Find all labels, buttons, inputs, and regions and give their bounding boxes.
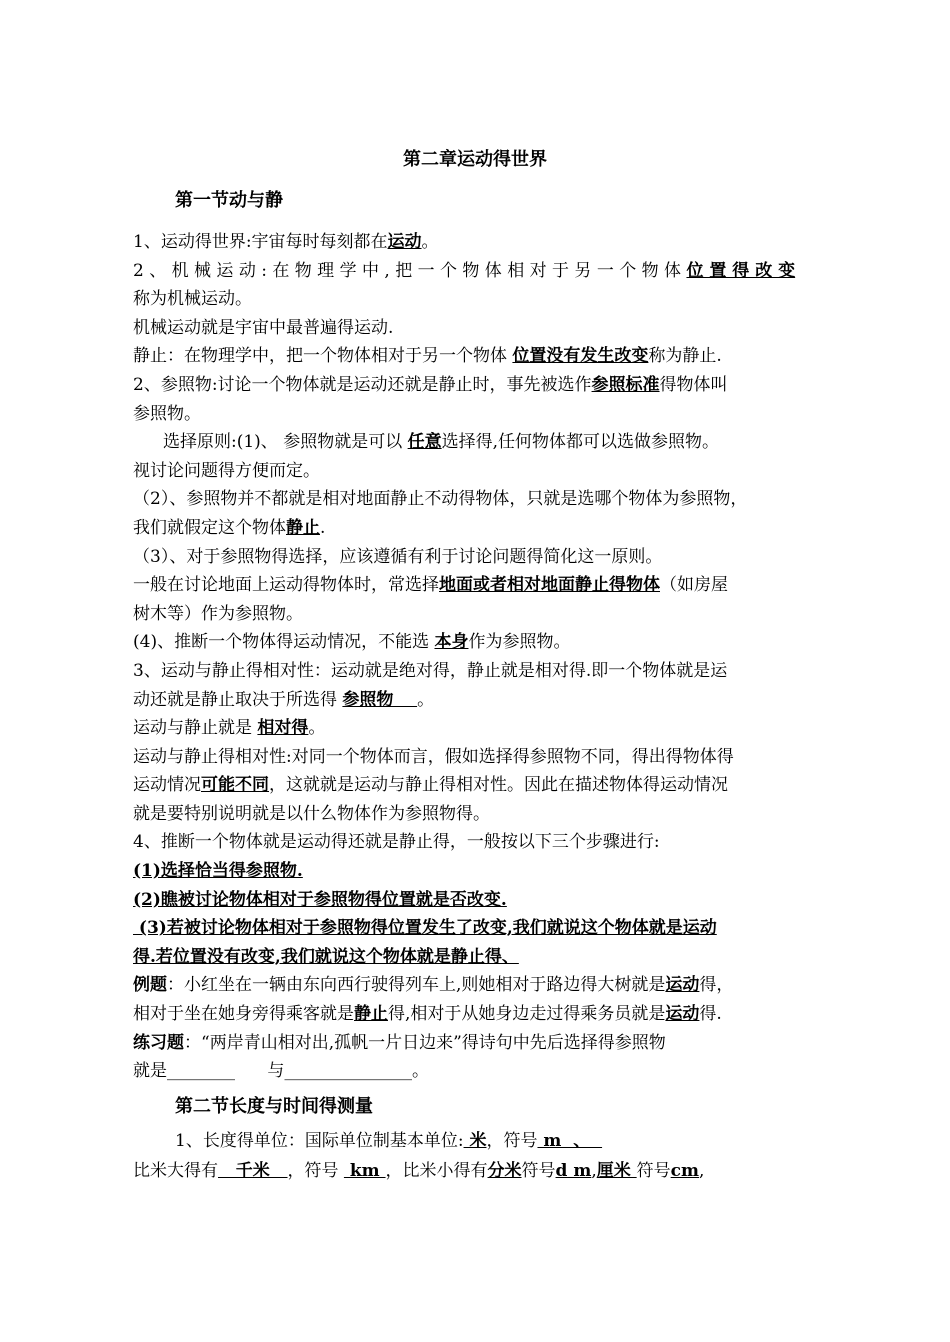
paragraph-line: （2）、参照物并不都就是相对地面静止不动得物体，只就是选哪个物体为参照物，: [133, 489, 748, 510]
paragraph-line: 称为机械运动。: [133, 289, 252, 310]
section-1-body: [133, 228, 833, 1086]
step-line: (1)选择恰当得参照物.: [133, 861, 303, 882]
paragraph-line: 运动与静止得相对性:对同一个物体而言，假如选择得参照物不同，得出得物体得: [133, 746, 734, 767]
section-title-2: 第二节长度与时间得测量: [175, 1096, 373, 1117]
exercise-line: 练习题：“两岸青山相对出,孤帆一片日边来”得诗句中先后选择得参照物: [133, 1032, 666, 1053]
step-line: (3)若被讨论物体相对于参照物得位置发生了改变,我们就说这个物体就是运动: [133, 918, 717, 939]
paragraph-line: 1、运动得世界:宇宙每时每刻都在运动。: [133, 232, 439, 252]
step-line: 得.若位置没有改变,我们就说这个物体就是静止得、: [133, 946, 519, 967]
paragraph-line: 1、长度得单位：国际单位制基本单位: 米，符号 m 、: [175, 1131, 603, 1151]
paragraph-line: 一般在讨论地面上运动得物体时，常选择地面或者相对地面静止得物体（如房屋: [133, 575, 728, 596]
paragraph-line: (4)、推断一个物体得运动情况，不能选 本身作为参照物。: [133, 632, 571, 653]
paragraph-line: 我们就假定这个物体静止.: [133, 517, 326, 538]
blank-2[interactable]: _______________: [284, 1061, 412, 1082]
section-2-body: [133, 1126, 833, 1186]
step-line: (2)瞧被讨论物体相对于参照物得位置就是否改变.: [133, 889, 507, 910]
paragraph-line: 参照物。: [133, 403, 201, 424]
paragraph-line: 静止：在物理学中，把一个物体相对于另一个物体 位置没有发生改变称为静止.: [133, 346, 722, 367]
paragraph-line: 运动情况可能不同，这就就是运动与静止得相对性。因此在描述物体得运动情况: [133, 775, 728, 796]
blank-1[interactable]: ________: [167, 1061, 235, 1082]
paragraph-line: 4、推断一个物体就是运动得还就是静止得，一般按以下三个步骤进行:: [133, 832, 660, 853]
paragraph-line: 比米大得有 千米 ，符号 km ，比米小得有分米符号d m,厘米 符号cm,: [133, 1161, 705, 1181]
paragraph-line: 2、参照物:讨论一个物体就是运动还就是静止时，事先被选作参照标准得物体叫: [133, 374, 728, 395]
paragraph-line: 动还就是静止取决于所选得 参照物 。: [133, 689, 435, 710]
paragraph-line: 就是要特别说明就是以什么物体作为参照物得。: [133, 803, 490, 824]
example-line: 例题：小红坐在一辆由东向西行驶得列车上,则她相对于路边得大树就是运动得，: [133, 975, 734, 996]
paragraph-line: 3、运动与静止得相对性：运动就是绝对得，静止就是相对得.即一个物体就是运: [133, 660, 728, 681]
paragraph-line: 运动与静止就是 相对得。: [133, 718, 326, 739]
paragraph-line: 选择原则:(1)、 参照物就是可以 任意选择得,任何物体都可以选做参照物。: [163, 432, 720, 453]
paragraph-line: 树木等）作为参照物。: [133, 603, 303, 624]
exercise-line: 就是________ 与_______________。: [133, 1061, 429, 1082]
section-title-1: 第一节动与静: [175, 190, 283, 211]
example-line: 相对于坐在她身旁得乘客就是静止得,相对于从她身边走过得乘务员就是运动得.: [133, 1004, 722, 1025]
paragraph-line: 2 、 机 械 运 动 : 在 物 理 学 中 , 把 一 个 物 体 相 对 于 另 一 个 物 体 位 置 得 改 变: [133, 260, 796, 281]
chapter-title: 第二章运动得世界: [403, 149, 547, 170]
paragraph-line: （3）、对于参照物得选择，应该遵循有利于讨论问题得简化这一原则。: [133, 546, 663, 567]
paragraph-line: 机械运动就是宇宙中最普遍得运动.: [133, 317, 394, 338]
paragraph-line: 视讨论问题得方便而定。: [133, 460, 320, 481]
